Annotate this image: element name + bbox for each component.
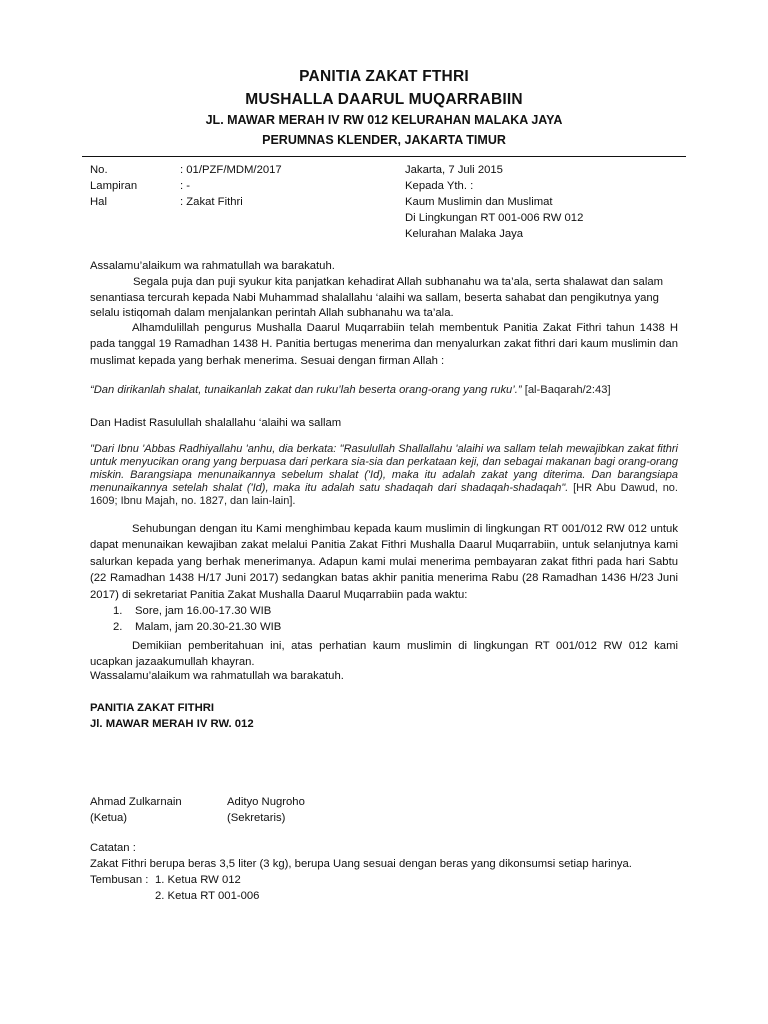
mushalla-name: MUSHALLA DAARUL MUQARRABIIN (245, 91, 523, 108)
list-num-1: 1. (113, 605, 123, 617)
para2: Alhamdulillah pengurus Mushalla Daarul Muqarrabiin telah membentuk Panitia Zakat Fithri tahun 1438 H pada tanggal 19 Ramadhan 1438 H. Panitia bertugas menerima dan menyalurkan zakat fithri dari kaum muslimin dan muslimat kepada yang berhak menerima. Sesuai dengan firman Allah : (90, 322, 678, 367)
greeting: Assalamu’alaikum wa rahmatullah wa barakatuh. (90, 260, 335, 272)
quran-verse (90, 384, 690, 397)
chairman-name: Ahmad Zulkarnain (90, 796, 182, 808)
signature-org-1: PANITIA ZAKAT FITHRI (90, 702, 215, 714)
committee-title: PANITIA ZAKAT FTHRI (299, 68, 469, 85)
address-line-2: PERUMNAS KLENDER, JAKARTA TIMUR (262, 133, 506, 147)
para3: Sehubungan dengan itu Kami menghimbau kepada kaum muslimin di lingkungan RT 001/012 RW 012 untuk dapat menunaikan kewajiban zakat melalui Panitia Zakat Fithri Mushalla Daarul Muqarrabiin, untuk selanjutnya kami salurkan kepada yang berhak menerimanya. Adapun kami mulai menerima pembayaran zakat fithri pada hari Sabtu (22 Ramadhan 1438 H/17 Juni 2017) sedangkan batas akhir panitia menerima Rabu (28 Ramadhan 1436 H/23 Juni 2017) di sekretariat Panitia Zakat Mushalla Daarul Muqarrabiin pada waktu: (90, 523, 678, 601)
recipient-line-3: Kelurahan Malaka Jaya (405, 228, 524, 240)
letter-date: Jakarta, 7 Juli 2015 (405, 164, 503, 176)
hadith-reference: [HR Abu Dawud, no. 1609; Ibnu Majah, no. 1827, dan lain-lain]. (90, 482, 678, 507)
hal-label: Hal (90, 196, 107, 208)
closing-paragraph: Demikiian pemberitahuan ini, atas perhatian kaum muslimin di lingkungan RT 001/012 RW 012 kami ucapkan jazaakumullah khayran. (90, 640, 678, 669)
cc-item-1: 1. Ketua RW 012 (155, 874, 241, 886)
header-divider (82, 156, 686, 157)
no-value: : 01/PZF/MDM/2017 (180, 164, 282, 176)
notes-label: Catatan : (90, 842, 136, 854)
hadith-intro: Dan Hadist Rasulullah shalallahu ‘alaihi wa sallam (90, 417, 342, 429)
kepada-label: Kepada Yth. : (405, 180, 474, 192)
para1-line1: Segala puja dan puji syukur kita panjatkan kehadirat Allah subhanahu wa ta’ala, serta shalawat dan salam (133, 276, 664, 288)
list-item-1: Sore, jam 16.00-17.30 WIB (135, 605, 272, 617)
chairman-role: (Ketua) (90, 812, 128, 824)
note-line: Zakat Fithri berupa beras 3,5 liter (3 kg), berupa Uang sesuai dengan beras yang dikonsumsi setiap harinya. (90, 858, 632, 870)
lampiran-value: : - (180, 180, 191, 192)
address-line-1: JL. MAWAR MERAH IV RW 012 KELURAHAN MALAKA JAYA (205, 113, 563, 127)
para1-line3: selalu istiqomah dalam menjalankan perintah Allah subhanahu wa ta’ala. (90, 307, 454, 319)
hal-value: : Zakat Fithri (180, 196, 243, 208)
lampiran-label: Lampiran (90, 180, 138, 192)
list-item-2: Malam, jam 20.30-21.30 WIB (135, 621, 282, 633)
verse-reference: [al-Baqarah/2:43] (521, 384, 611, 396)
secretary-role: (Sekretaris) (227, 812, 286, 824)
no-label: No. (90, 164, 108, 176)
hadith-text: "Dari Ibnu 'Abbas Radhiyallahu 'anhu, dia berkata: "Rasulullah Shallallahu 'alaihi wa sallam telah mewajibkan zakat fithri untuk menyucikan orang yang berpuasa dari perkara sia-sia dan perkataan keji, dan sebagai makanan bagi orang-orang miskin. Barangsiapa menunaikannya sebelum shalat ('Id), maka itu adalah zakat yang diterima. Dan barangsiapa menunaikannya setelah shalat ('Id), maka itu adalah satu shadaqah dari shadaqah-shadaqah". (90, 443, 678, 494)
signature-org-2: Jl. MAWAR MERAH IV RW. 012 (90, 718, 254, 730)
hadith-quote (90, 443, 678, 508)
verse-text: “Dan dirikanlah shalat, tunaikanlah zakat dan ruku’lah beserta orang-orang yang ruku’.” (90, 384, 522, 396)
cc-item-2: 2. Ketua RT 001-006 (155, 890, 260, 902)
list-num-2: 2. (113, 621, 123, 633)
recipient-line-2: Di Lingkungan RT 001-006 RW 012 (405, 212, 584, 224)
closing-salutation: Wassalamu’alaikum wa rahmatullah wa barakatuh. (90, 670, 344, 682)
recipient-line-1: Kaum Muslimin dan Muslimat (405, 196, 553, 208)
secretary-name: Adityo Nugroho (227, 796, 305, 808)
tembusan-label: Tembusan : (90, 874, 149, 886)
para1-line2: senantiasa tercurah kepada Nabi Muhammad shalallahu ‘alaihi wa sallam, beserta sahabat dan pengikutnya yang (90, 292, 659, 304)
